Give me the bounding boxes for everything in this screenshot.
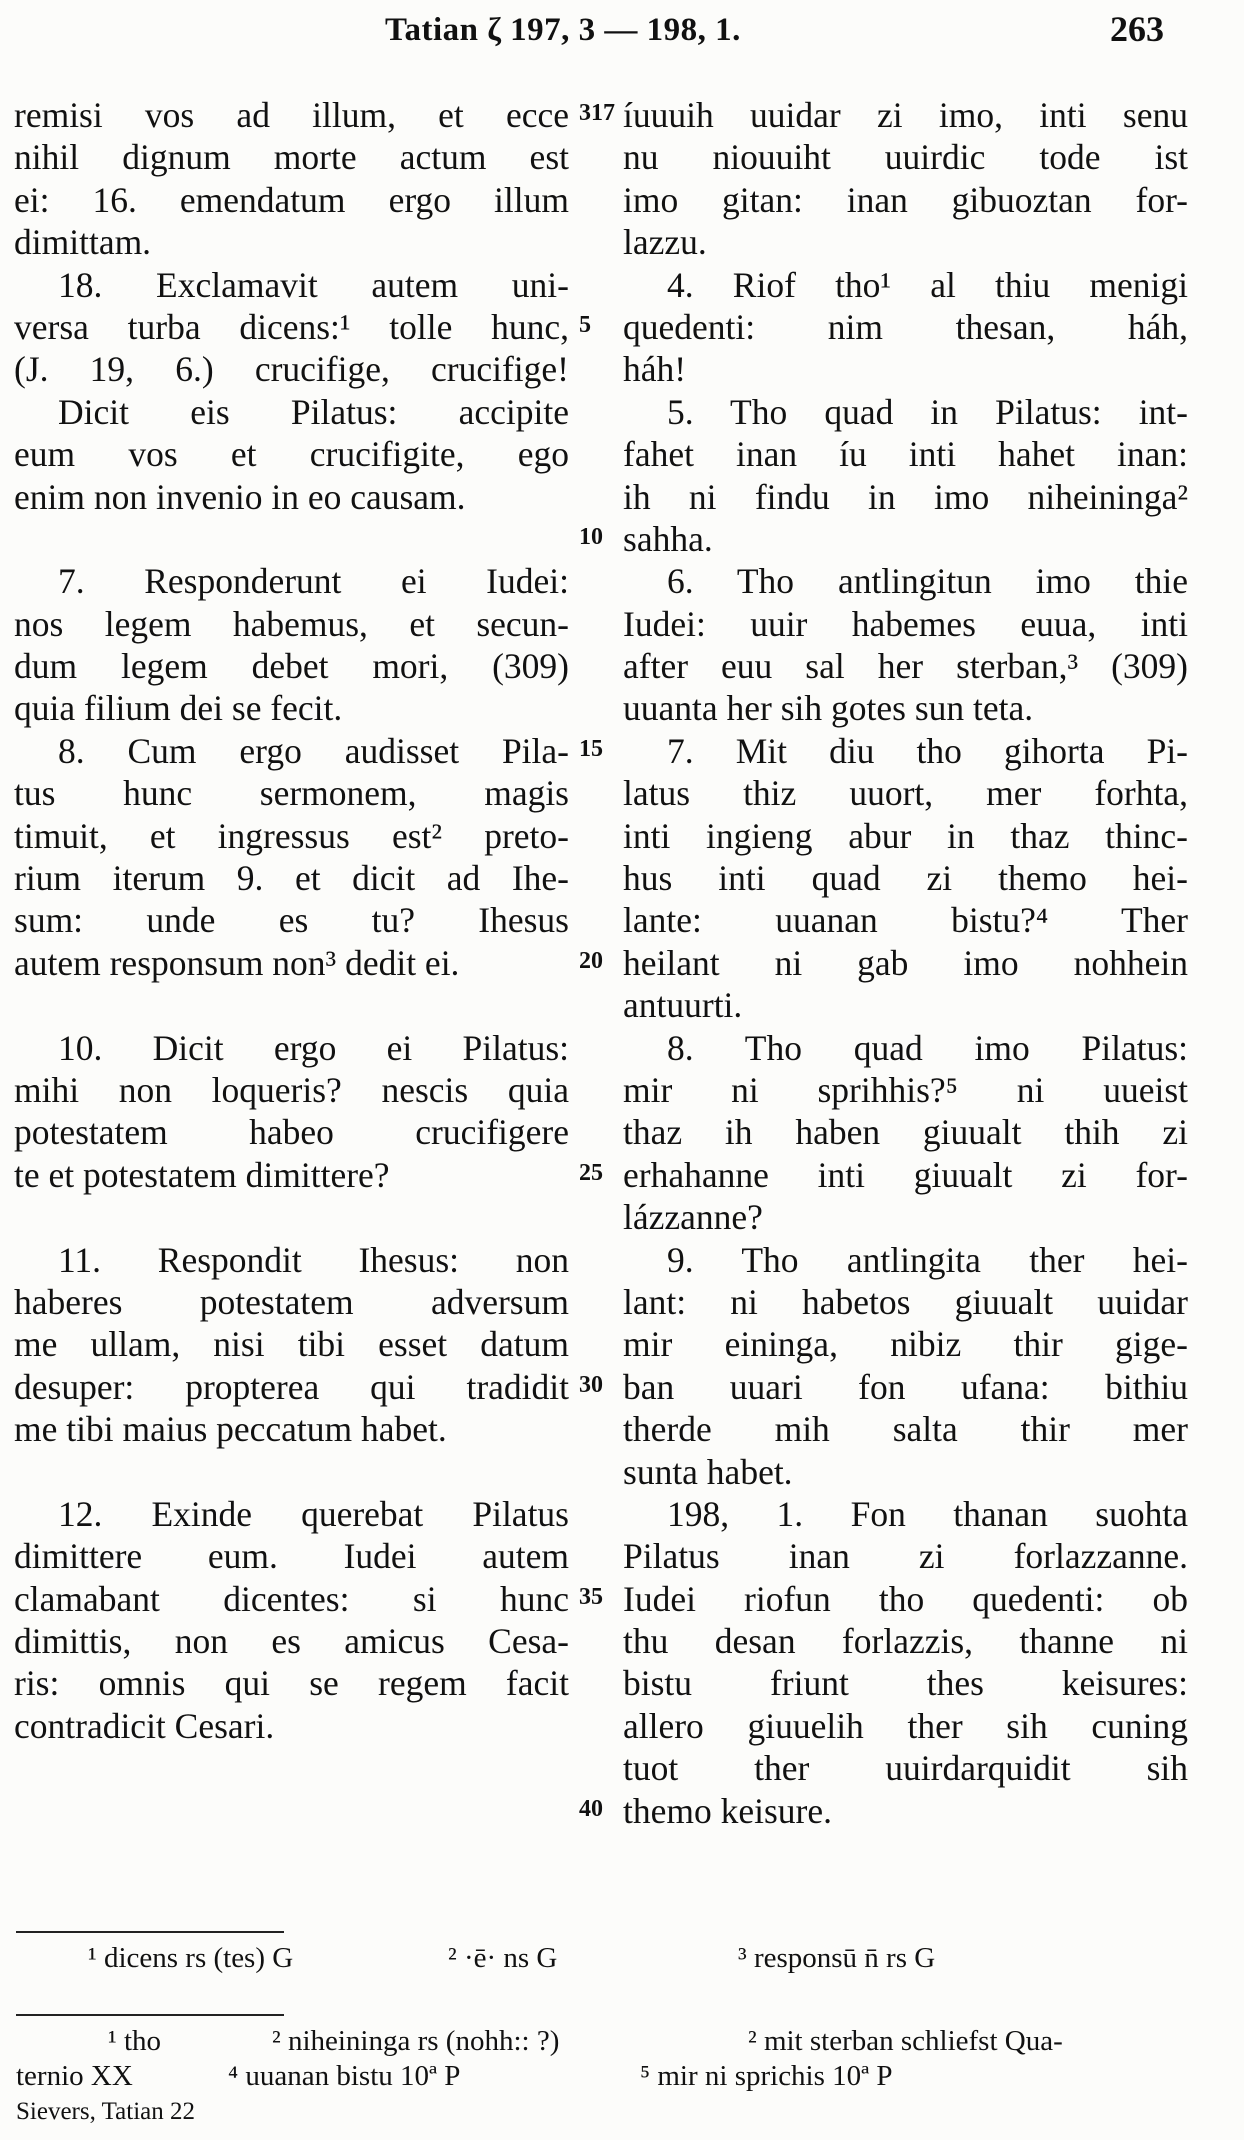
text-line: haberes potestatem adversum — [14, 1281, 569, 1322]
text-line: sum: unde es tu? Ihesus — [14, 900, 569, 941]
text-line: 4. Riof tho¹ al thiu menigi — [667, 264, 1188, 305]
text-line: sunta habet. — [623, 1451, 793, 1492]
text-line: mihi non loqueris? nescis quia — [14, 1069, 569, 1110]
text-line: me tibi maius peccatum habet. — [14, 1409, 447, 1450]
text-line: remisi vos ad illum, et ecce — [14, 95, 569, 135]
footnote: ternio XX — [16, 2060, 133, 2092]
text-line — [14, 518, 569, 560]
footnote: ³ responsū n̄ rs G — [738, 1942, 936, 1974]
text-line: nihil dignum morte actum est — [14, 137, 569, 178]
text-line: 10. Dicit ergo ei Pilatus: — [58, 1027, 569, 1068]
text-line: 5. Tho quad in Pilatus: int- — [667, 391, 1188, 432]
text-line: fahet inan íu inti hahet inan: — [623, 434, 1188, 475]
text-line: rium iterum 9. et dicit ad Ihe- — [14, 858, 569, 899]
text-line: latus thiz uuort, mer forhta, — [623, 773, 1188, 814]
text-line: therde mih salta thir mer — [623, 1409, 1188, 1450]
line-number: 35 — [579, 1584, 603, 1610]
text-line: tuot ther uuirdarquidit sih — [623, 1748, 1188, 1789]
page-number: 263 — [1110, 9, 1164, 49]
text-line: (J. 19, 6.) crucifige, crucifige! — [14, 349, 569, 390]
text-line: dimittam. — [14, 222, 152, 263]
text-line: enim non invenio in eo causam. — [14, 476, 466, 517]
text-line: quia filium dei se fecit. — [14, 688, 343, 729]
footnote: ¹ tho — [108, 2025, 162, 2057]
footnote: ⁵ mir ni sprichis 10ª P — [640, 2060, 893, 2092]
old-high-german-column — [623, 94, 1188, 1832]
text-line: 198, 1. Fon thanan suohta — [667, 1493, 1188, 1534]
text-line: hus inti quad zi themo hei- — [623, 858, 1188, 899]
footnote: ² ·ē· ns G — [448, 1942, 558, 1974]
text-line: ei: 16. emendatum ergo illum — [14, 179, 569, 220]
text-line: potestatem habeo crucifigere — [14, 1112, 569, 1153]
text-line: desuper: propterea qui tradidit — [14, 1366, 569, 1407]
text-line: tus hunc sermonem, magis — [14, 773, 569, 814]
line-number: 317 — [579, 100, 615, 126]
footnote: ¹ dicens rs (tes) G — [88, 1942, 294, 1974]
footnote-rule — [16, 1931, 284, 1933]
text-line: 6. Tho antlingitun imo thie — [667, 561, 1188, 602]
text-line: ris: omnis qui se regem facit — [14, 1663, 569, 1704]
text-line: 8. Cum ergo audisset Pila- — [58, 730, 569, 771]
text-line: lante: uuanan bistu?⁴ Ther — [623, 900, 1188, 941]
text-line: clamabant dicentes: si hunc — [14, 1578, 569, 1619]
text-line: nos legem habemus, et secun- — [14, 603, 569, 644]
text-line: bistu friunt thes keisures: — [623, 1663, 1188, 1704]
text-line: dum legem debet mori, (309) — [14, 646, 569, 687]
text-line: te et potestatem dimittere? — [14, 1154, 390, 1195]
text-line: nu niouuiht uuirdic tode ist — [623, 137, 1188, 178]
line-number: 20 — [579, 948, 603, 974]
text-line: antuurti. — [623, 985, 743, 1026]
footnote: ² niheininga rs (nohh:: ?) — [272, 2025, 560, 2057]
text-line: inti ingieng abur in thaz thinc- — [623, 815, 1188, 856]
text-line: eum vos et crucifigite, ego — [14, 434, 569, 475]
footnote-rule — [16, 2014, 284, 2016]
line-number: 10 — [579, 524, 603, 550]
text-line: 7. Responderunt ei Iudei: — [58, 561, 569, 602]
page-header — [0, 8, 1244, 52]
line-number: 40 — [579, 1796, 603, 1822]
text-line: thaz ih haben giuualt thih zi — [623, 1112, 1188, 1153]
text-line — [14, 984, 569, 1026]
text-line: ih ni findu in imo niheininga² — [623, 476, 1188, 517]
line-number: 5 — [579, 312, 591, 338]
text-line — [14, 1196, 569, 1238]
text-line: 12. Exinde querebat Pilatus — [58, 1493, 569, 1534]
text-line: 9. Tho antlingita ther hei- — [667, 1239, 1188, 1280]
text-line: thu desan forlazzis, thanne ni — [623, 1621, 1188, 1662]
text-line: Iudei: uuir habemes euua, inti — [623, 603, 1188, 644]
text-line: dimittis, non es amicus Cesa- — [14, 1621, 569, 1662]
text-line: heilant ni gab imo nohhein — [623, 942, 1188, 983]
signature-mark: Sievers, Tatian 22 — [16, 2098, 196, 2125]
footnote: ² mit sterban schliefst Qua- — [748, 2025, 1063, 2057]
footnote: ⁴ uuanan bistu 10ª P — [228, 2060, 461, 2092]
text-line — [14, 1451, 569, 1493]
text-line: versa turba dicens:¹ tolle hunc, — [14, 306, 569, 347]
text-line: mir ni sprihhis?⁵ ni uueist — [623, 1069, 1188, 1110]
text-line: 8. Tho quad imo Pilatus: — [667, 1027, 1188, 1068]
text-line: quedenti: nim thesan, háh, — [623, 306, 1188, 347]
text-line: háh! — [623, 349, 687, 390]
line-number: 15 — [579, 736, 603, 762]
text-line: contradicit Cesari. — [14, 1705, 275, 1746]
text-line: autem responsum non³ dedit ei. — [14, 942, 460, 983]
text-line: erhahanne inti giuualt zi for- — [623, 1154, 1188, 1195]
text-line: Dicit eis Pilatus: accipite — [58, 391, 569, 432]
running-head: Tatian ζ 197, 3 — 198, 1. — [385, 12, 741, 48]
text-line: íuuuih uuidar zi imo, inti senu — [623, 95, 1188, 135]
text-line: lant: ni habetos giuualt uuidar — [623, 1281, 1188, 1322]
text-line: ban uuari fon ufana: bithiu — [623, 1366, 1188, 1407]
latin-column — [14, 94, 569, 1747]
text-line: 18. Exclamavit autem uni- — [58, 264, 569, 305]
text-line: 7. Mit diu tho gihorta Pi- — [667, 730, 1188, 771]
text-line: imo gitan: inan gibuoztan for- — [623, 179, 1188, 220]
text-line: mir eininga, nibiz thir gige- — [623, 1324, 1188, 1365]
text-line: allero giuuelih ther sih cuning — [623, 1705, 1188, 1746]
text-line: me ullam, nisi tibi esset datum — [14, 1324, 569, 1365]
text-line: 11. Respondit Ihesus: non — [58, 1239, 569, 1280]
text-line: dimittere eum. Iudei autem — [14, 1536, 569, 1577]
text-line: uuanta her sih gotes sun teta. — [623, 688, 1034, 729]
text-line: timuit, et ingressus est² preto- — [14, 815, 569, 856]
text-line: Pilatus inan zi forlazzanne. — [623, 1536, 1188, 1577]
line-number: 30 — [579, 1372, 603, 1398]
text-line: Iudei riofun tho quedenti: ob — [623, 1578, 1188, 1619]
text-line: lazzu. — [623, 222, 707, 263]
line-number: 25 — [579, 1160, 603, 1186]
text-line: after euu sal her sterban,³ (309) — [623, 646, 1188, 687]
text-line: sahha. — [623, 518, 713, 559]
text-line: lázzanne? — [623, 1197, 763, 1238]
text-line: themo keisure. — [623, 1790, 832, 1831]
